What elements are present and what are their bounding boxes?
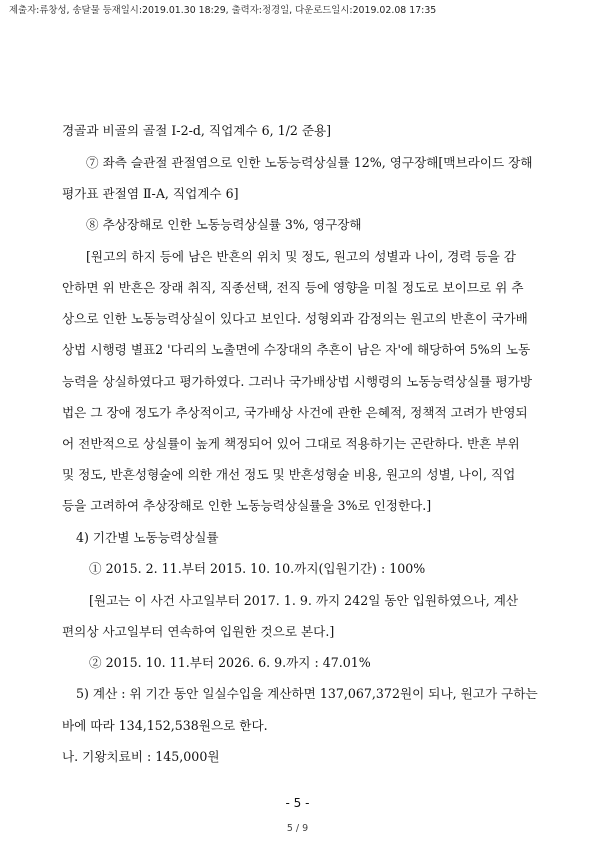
page-number: - 5 -: [285, 796, 310, 810]
body-line: 능력을 상실하였다고 평가하였다. 그러나 국가배상법 시행령의 노동능력상실률 평가방: [62, 374, 532, 389]
section-heading: 나. 기왕치료비 : 145,000원: [62, 749, 220, 764]
body-line: ⑦ 좌측 슬관절 관절염으로 인한 노동능력상실률 12%, 영구장해[맥브라이드 장해: [86, 155, 533, 170]
body-line: ① 2015. 2. 11.부터 2015. 10. 10.까지(입원기간) : 100%: [89, 561, 426, 576]
body-line: ② 2015. 10. 11.부터 2026. 6. 9.까지 : 47.01%: [89, 655, 371, 670]
body-line: 안하면 위 반흔은 장래 취직, 직종선택, 전직 등에 영향을 미칠 정도로 보이므로 위 추: [62, 280, 524, 295]
body-line: ⑧ 추상장해로 인한 노동능력상실률 3%, 영구장해: [86, 217, 362, 232]
body-line: 편의상 사고일부터 연속하여 입원한 것으로 본다.]: [62, 624, 335, 639]
body-line: 경골과 비골의 골절 Ⅰ-2-d, 직업계수 6, 1/2 준용]: [62, 123, 332, 138]
body-line: 평가표 관절염 Ⅱ-A, 직업계수 6]: [62, 186, 239, 201]
body-line: 상으로 인한 노동능력상실이 있다고 보인다. 성형외과 감정의는 원고의 반흔이 국가배: [62, 311, 528, 326]
section-heading: 5) 계산 : 위 기간 동안 일실수입을 계산하면 137,067,372원이 되나, 원고가 구하는: [76, 686, 538, 701]
body-line: 및 정도, 반흔성형술에 의한 개선 정도 및 반흔성형술 비용, 원고의 성별, 나이, 직업: [62, 467, 516, 482]
body-line: 어 전반적으로 상실률이 높게 책정되어 있어 그대로 적용하기는 곤란하다. 반흔 부위: [62, 436, 520, 451]
body-line: [원고의 하지 등에 남은 반흔의 위치 및 정도, 원고의 성별과 나이, 경력 등을 감: [86, 249, 516, 264]
section-heading: 4) 기간별 노동능력상실률: [76, 530, 219, 545]
document-header: 제출자:류창성, 송달물 등재일시:2019.01.30 18:29, 출력자:정경일, 다운로드일시:2019.02.08 17:35: [9, 5, 437, 16]
body-line: 법은 그 장애 정도가 추상적이고, 국가배상 사건에 관한 은혜적, 정책적 고려가 반영되: [62, 405, 528, 420]
page-count: 5 / 9: [286, 823, 309, 834]
body-line: 바에 따라 134,152,538원으로 한다.: [62, 718, 268, 733]
body-line: [원고는 이 사건 사고일부터 2017. 1. 9. 까지 242일 동안 입원하였으나, 계산: [89, 593, 519, 608]
body-line: 상법 시행령 별표2 '다리의 노출면에 수장대의 추흔이 남은 자'에 해당하여 5%의 노동: [62, 342, 531, 357]
body-line: 등을 고려하여 추상장해로 인한 노동능력상실률을 3%로 인정한다.]: [62, 498, 432, 513]
